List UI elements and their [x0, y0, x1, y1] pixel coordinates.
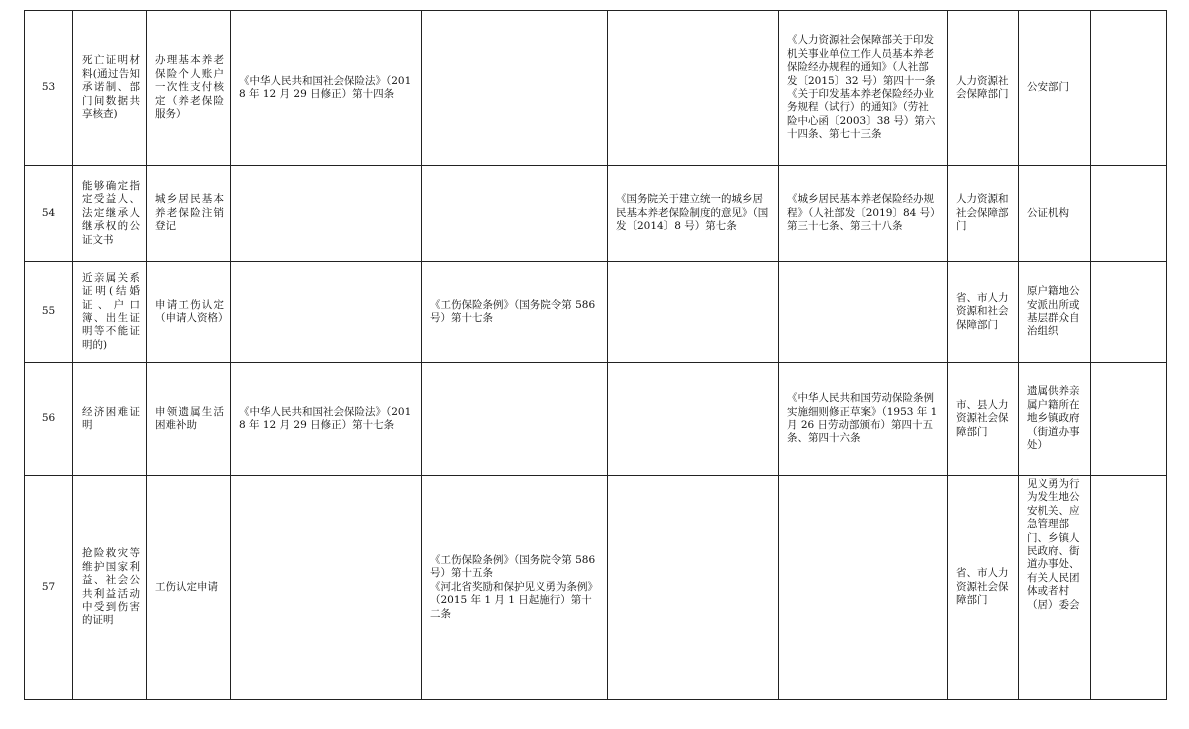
department-doc-item: 《城乡居民基本养老保险经办规程》（人社部发〔2019〕84 号）第三十七条、第三十八条: [787, 193, 936, 233]
material-cell: 抢险救灾等维护国家利益、社会公共利益活动中受到伤害的证明: [73, 476, 147, 700]
department-doc-item: 《人力资源社会保障部关于印发机关事业单位工作人员基本养老保险经办规程的通知》（人社部发〔2015〕32 号）第四十一条: [787, 34, 936, 87]
regulation-basis-cell: [422, 11, 608, 166]
department-doc-cell: [779, 476, 948, 700]
table-row: [25, 11, 1167, 166]
note-cell: [1091, 363, 1167, 476]
material-cell: 死亡证明材料(通过告知承诺制、部门间数据共享核查): [73, 11, 147, 166]
department-doc-item: 《中华人民共和国劳动保险条例实施细则修正草案》（1953 年 1 月 26 日劳动部颁布）第四十五条、第四十六条: [787, 392, 938, 445]
note-cell: [1091, 11, 1167, 166]
matter-cell: 城乡居民基本养老保险注销登记: [147, 166, 231, 262]
regulation-basis-cell: 《工伤保险条例》（国务院令第 586 号）第十五条 《河北省奖励和保护见义勇为条例》（2015 年 1 月 1 日起施行）第十二条: [422, 476, 608, 700]
matter-cell: 工伤认定申请: [147, 476, 231, 700]
material-cell: 能够确定指定受益人、法定继承人继承权的公证文书: [73, 166, 147, 262]
state-council-doc-cell: [608, 363, 779, 476]
state-council-doc-cell: [608, 262, 779, 363]
row-number-cell: 54: [25, 166, 73, 262]
authority-cell: 人力资源和社会保障部门: [948, 166, 1019, 262]
law-basis-cell: 《中华人民共和国社会保险法》（2018 年 12 月 29 日修正）第十四条: [231, 11, 422, 166]
note-cell: [1091, 262, 1167, 363]
material-cell: 近亲属关系证明(结婚证、户口簿、出生证明等不能证明的): [73, 262, 147, 363]
department-doc-cell: [779, 166, 948, 262]
regulation-basis-cell: [422, 166, 608, 262]
issuing-unit-cell: 原户籍地公安派出所或基层群众自治组织: [1019, 262, 1091, 363]
department-doc-cell: [779, 262, 948, 363]
row-number-cell: 55: [25, 262, 73, 363]
row-number-cell: 57: [25, 476, 73, 700]
law-basis-cell: 《中华人民共和国社会保险法》（2018 年 12 月 29 日修正）第十七条: [231, 363, 422, 476]
state-council-doc-cell: [608, 11, 779, 166]
issuing-unit-cell: 见义勇为行为发生地公安机关、应急管理部门、乡镇人民政府、街道办事处、有关人民团体或者村（居）委会: [1019, 476, 1091, 700]
authority-cell: 省、市人力资源和社会保障部门: [948, 262, 1019, 363]
row-number-cell: 53: [25, 11, 73, 166]
note-cell: [1091, 166, 1167, 262]
regulation-basis-cell: 《工伤保险条例》（国务院令第 586 号）第十七条: [422, 262, 608, 363]
authority-cell: 省、市人力资源社会保障部门: [948, 476, 1019, 700]
material-cell: 经济困难证明: [73, 363, 147, 476]
note-cell: [1091, 476, 1167, 700]
row-number-cell: 56: [25, 363, 73, 476]
state-council-doc-cell: 《国务院关于建立统一的城乡居民基本养老保险制度的意见》（国发〔2014〕8 号）第七条: [608, 166, 779, 262]
authority-cell: 市、县人力资源社会保障部门: [948, 363, 1019, 476]
table-row: [25, 363, 1167, 476]
matter-cell: 申领遗属生活困难补助: [147, 363, 231, 476]
law-basis-cell: [231, 476, 422, 700]
department-doc-cell: [779, 11, 948, 166]
department-doc-item: 《关于印发基本养老保险经办业务规程（试行）的通知》（劳社险中心函〔2003〕38 号）第六十四条、第七十三条: [787, 88, 936, 141]
matter-cell: 申请工伤认定（申请人资格）: [147, 262, 231, 363]
law-basis-cell: [231, 166, 422, 262]
issuing-unit-cell: 公安部门: [1019, 11, 1091, 166]
department-doc-cell: [779, 363, 948, 476]
law-basis-cell: [231, 262, 422, 363]
matter-cell: 办理基本养老保险个人账户一次性支付核定（养老保险服务）: [147, 11, 231, 166]
table-row: [25, 476, 1167, 700]
authority-cell: 人力资源社会保障部门: [948, 11, 1019, 166]
issuing-unit-cell: 遗属供养亲属户籍所在地乡镇政府（街道办事处）: [1019, 363, 1091, 476]
issuing-unit-cell: 公证机构: [1019, 166, 1091, 262]
state-council-doc-cell: [608, 476, 779, 700]
table-row: [25, 262, 1167, 363]
table-row: [25, 166, 1167, 262]
certificate-list-table: [24, 10, 1167, 700]
regulation-basis-cell: [422, 363, 608, 476]
